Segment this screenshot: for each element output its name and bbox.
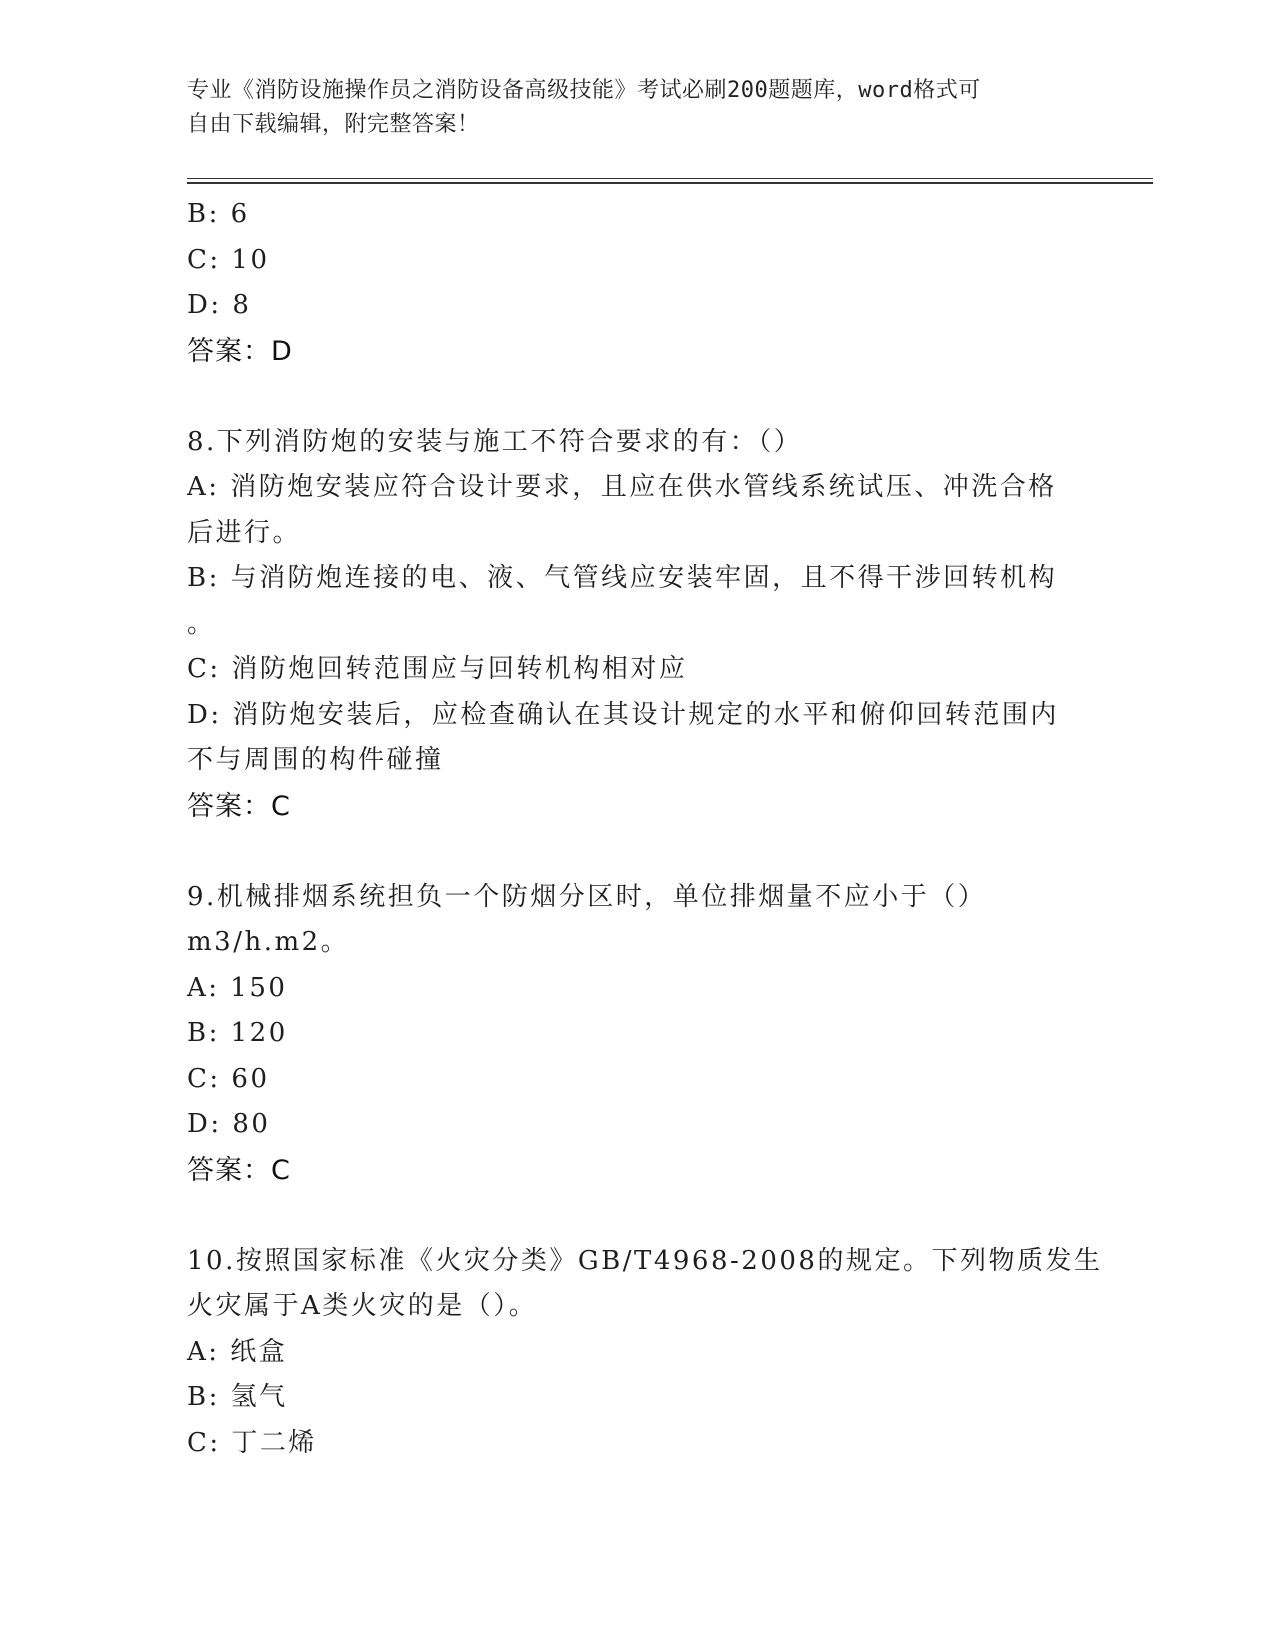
option-c: C: 60 (187, 1063, 270, 1094)
header-title-line-1: 专业《消防设施操作员之消防设备高级技能》考试必刷200题题库，word格式可 (187, 78, 981, 103)
question-stem: 8.下列消防炮的安装与施工不符合要求的有：（） (187, 426, 803, 457)
option-d-continued: 不与周围的构件碰撞 (187, 745, 444, 775)
option-d: D: 80 (187, 1109, 271, 1139)
question-9 (187, 875, 1087, 1194)
option-a: A: 纸盒 (187, 1336, 288, 1367)
option-b: B: 与消防炮连接的电、液、气管线应安装牢固，且不得干涉回转机构 (187, 563, 1058, 593)
spacer (187, 1193, 1087, 1239)
option-d: D: 8 (187, 290, 252, 320)
header-divider-thin (187, 178, 1153, 179)
question-8 (187, 420, 1087, 830)
option-c: C: 丁二烯 (187, 1427, 317, 1458)
question-7-tail (187, 192, 1087, 374)
spacer (187, 829, 1087, 875)
answer-line: 答案：C (187, 1154, 291, 1186)
spacer (187, 374, 1087, 420)
answer-line: 答案：C (187, 790, 291, 822)
answer-line: 答案：D (187, 335, 293, 367)
question-content (187, 192, 1103, 1466)
option-d: D: 消防炮安装后，应检查确认在其设计规定的水平和俯仰回转范围内 (187, 699, 1059, 730)
option-c: C: 消防炮回转范围应与回转机构相对应 (187, 654, 688, 684)
option-a-continued: 后进行。 (187, 517, 302, 548)
document-header (187, 74, 1067, 142)
option-c: C: 10 (187, 244, 270, 275)
option-b: B: 氢气 (187, 1382, 288, 1412)
question-10 (187, 1239, 1103, 1467)
question-stem-continued: m3/h.m2。 (187, 927, 350, 957)
option-a: A: 消防炮安装应符合设计要求，且应在供水管线系统试压、冲洗合格 (187, 472, 1057, 502)
option-b: B: 6 (187, 199, 250, 229)
question-stem: 9.机械排烟系统担负一个防烟分区时，单位排烟量不应小于（） (187, 881, 987, 912)
header-title-line-2: 自由下载编辑，附完整答案！ (187, 112, 480, 137)
option-b-continued: 。 (187, 608, 216, 639)
option-a: A: 150 (187, 972, 288, 1003)
question-stem-continued: 火灾属于A类火灾的是（）。 (187, 1291, 538, 1321)
question-stem: 10.按照国家标准《火灾分类》GB/T4968-2008的规定。下列物质发生 (187, 1245, 1103, 1276)
option-b: B: 120 (187, 1018, 288, 1048)
header-divider-thick (187, 182, 1153, 184)
